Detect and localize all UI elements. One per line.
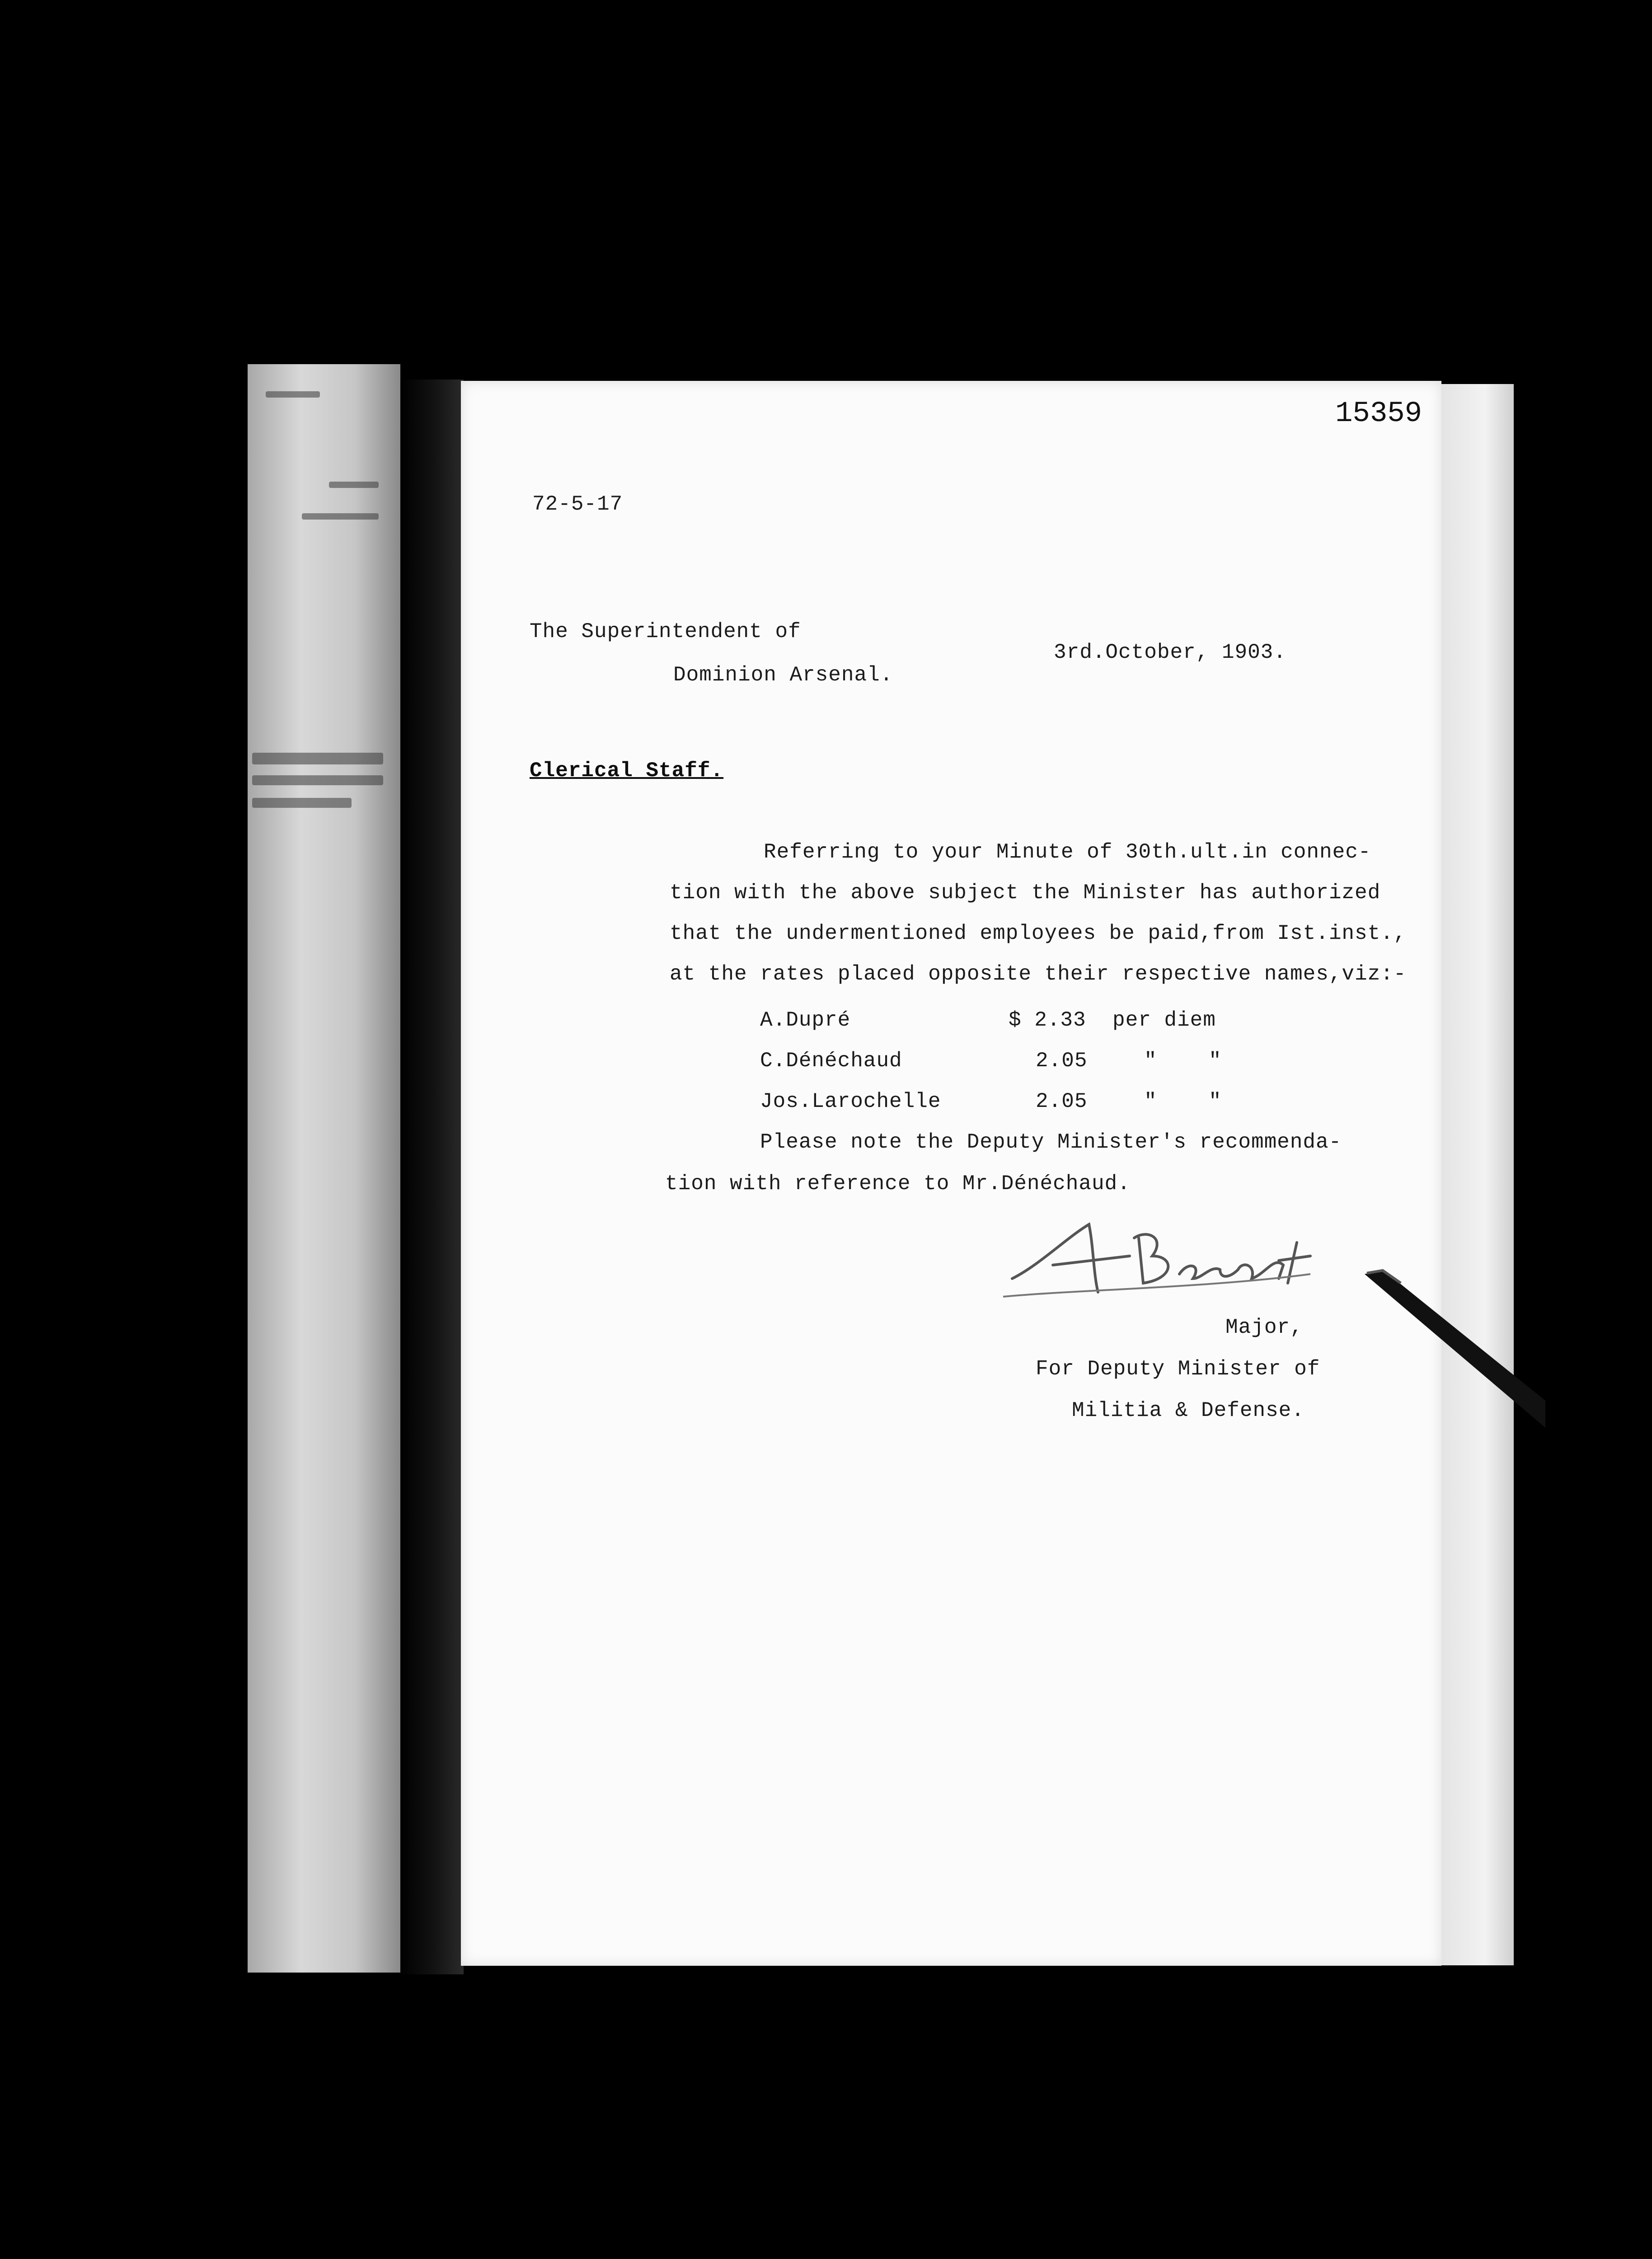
signature-title-line-1: For Deputy Minister of — [1036, 1357, 1320, 1381]
body-line: that the undermentioned employees be paid,from Ist.inst., — [670, 922, 1407, 945]
faint-mark — [252, 775, 383, 785]
note-line: tion with reference to Mr.Dénéchaud. — [665, 1172, 1131, 1195]
letter-subject: Clerical Staff. — [530, 759, 724, 783]
rate-amount: $ 2.33 — [1009, 1008, 1086, 1032]
rate-name: A.Dupré — [760, 1008, 851, 1032]
rate-amount: 2.05 — [1036, 1090, 1088, 1113]
body-line: tion with the above subject the Minister has authorized — [670, 881, 1381, 905]
handwritten-signature — [985, 1211, 1338, 1319]
rate-unit: " " — [1144, 1090, 1222, 1113]
faint-mark — [302, 513, 379, 520]
addressee-line-1: The Superintendent of — [530, 620, 801, 643]
signature-title-line-2: Militia & Defense. — [1072, 1399, 1305, 1422]
faint-mark — [266, 391, 320, 398]
rate-unit: " " — [1144, 1049, 1222, 1073]
letter-date: 3rd.October, 1903. — [1054, 641, 1286, 664]
body-line: Referring to your Minute of 30th.ult.in connec- — [764, 840, 1371, 864]
pen-shadow — [1356, 1265, 1545, 1428]
faint-mark — [329, 482, 379, 488]
faint-mark — [252, 753, 383, 764]
addressee-line-2: Dominion Arsenal. — [673, 663, 893, 687]
binding-gutter — [400, 380, 464, 1974]
page-right-edge — [1441, 384, 1514, 1965]
rate-name: Jos.Larochelle — [760, 1090, 941, 1113]
body-line: at the rates placed opposite their respective names,viz:- — [670, 962, 1407, 986]
folio-number: 15359 — [1335, 398, 1422, 430]
faint-mark — [252, 798, 352, 808]
rate-unit: per diem — [1112, 1008, 1216, 1032]
rate-name: C.Dénéchaud — [760, 1049, 902, 1073]
signature-rank: Major, — [1225, 1316, 1303, 1339]
adjacent-page-edge — [248, 364, 400, 1973]
file-reference: 72-5-17 — [532, 492, 623, 516]
note-line: Please note the Deputy Minister's recommenda- — [760, 1130, 1342, 1154]
rate-amount: 2.05 — [1036, 1049, 1088, 1073]
